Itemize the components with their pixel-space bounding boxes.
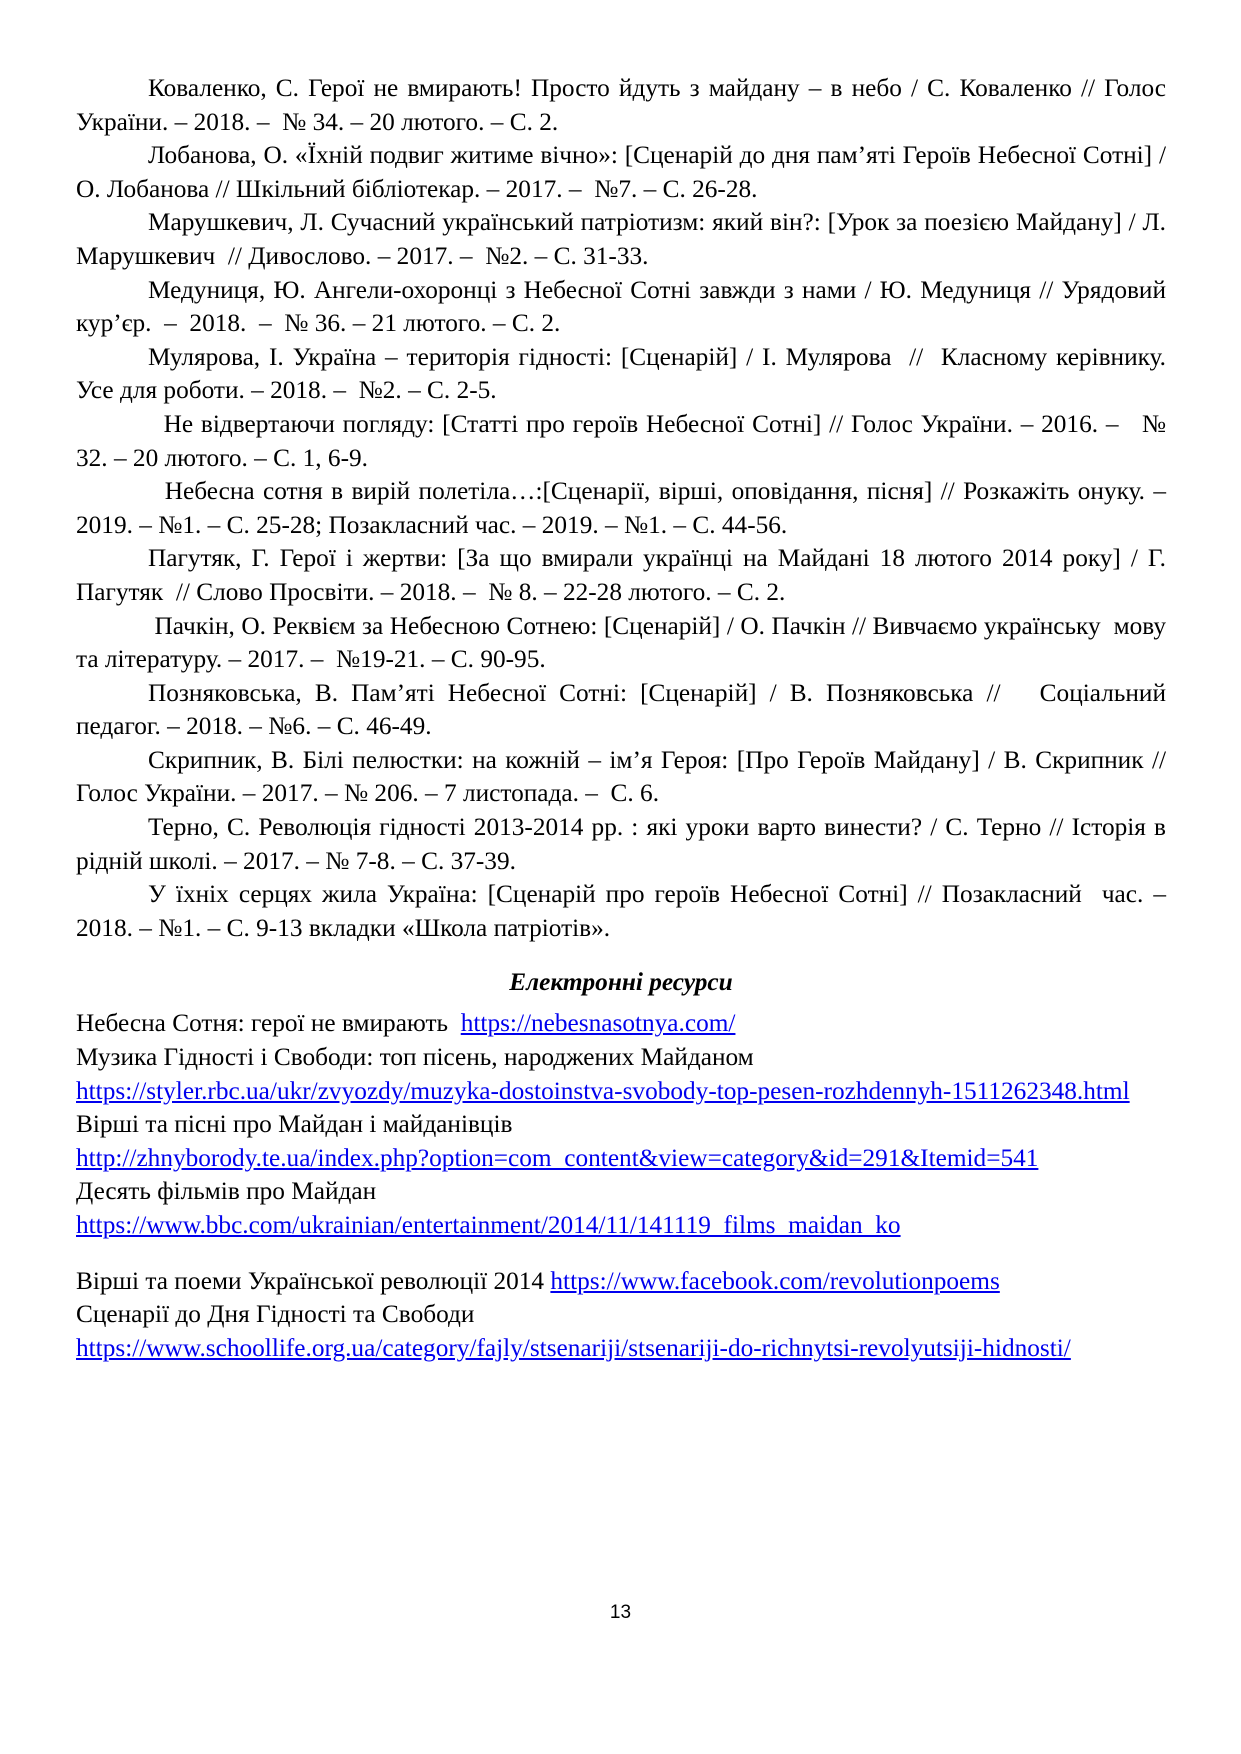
- spacer: [76, 1243, 1166, 1265]
- bib-entry: Терно, С. Революція гідності 2013-2014 рр. : які уроки варто винести? / С. Терно // Історія в рідній школі. – 2017. – № 7-8. – С. 37-39.: [76, 813, 1173, 875]
- bib-entry: Скрипник, В. Білі пелюстки: на кожній – ім’я Героя: [Про Героїв Майдану] / В. Скрипник // Голос України. – 2017. – № 206. – 7 листопада. – С. 6.: [76, 745, 1173, 808]
- resource-title: Небесна Сотня: герої не вмирають: [76, 1009, 461, 1038]
- page-number: 13: [609, 1602, 632, 1623]
- resource-item: [76, 1041, 1166, 1108]
- bib-entry: У їхніх серцях жила Україна: [Сценарій про героїв Небесної Сотні] // Позакласний час. – 2018. – №1. – С. 9-13 вкладки «Школа патріотів».: [76, 880, 1173, 942]
- bib-entry: Медуниця, Ю. Ангели-охоронці з Небесної Сотні завжди з нами / Ю. Медуниця // Урядовий кур’єр. – 2018. – № 36. – 21 лютого. – С. 2.: [76, 275, 1173, 338]
- resource-item: [76, 1175, 1166, 1242]
- bib-entry: Не відвертаючи погляду: [Статті про героїв Небесної Сотні] // Голос України. – 2016. – № 32. – 20 лютого. – С. 1, 6-9.: [76, 409, 1173, 472]
- resource-link[interactable]: https://www.facebook.com/revolutionpoems: [550, 1266, 1000, 1295]
- bibliography-list: [76, 72, 1173, 945]
- bib-entry: Пачкін, О. Реквієм за Небесною Сотнею: [Сценарій] / О. Пачкін // Вивчаємо українську мову та літературу. – 2017. – №19-21. – С. 90-95.: [76, 611, 1173, 674]
- section-heading: Електронні ресурси: [509, 968, 733, 997]
- bib-entry: Лобанова, О. «Їхній подвиг житиме вічно»: [Сценарій до дня пам’яті Героїв Небесної Сотні] / О. Лобанова // Шкільний бібліотекар. – 2017. – №7. – С. 26-28.: [76, 141, 1173, 203]
- bib-entry: Пагутяк, Г. Герої і жертви: [За що вмирали українці на Майдані 18 лютого 2014 року] / Г. Пагутяк // Слово Просвіти. – 2018. – № 8. – 22-28 лютого. – С. 2.: [76, 544, 1173, 606]
- bib-entry: Небесна сотня в вирій полетіла…:[Сценарії, вірші, оповідання, пісня] // Розкажіть онуку. – 2019. – №1. – С. 25-28; Позакласний час. – 2019. – №1. – С. 44-56.: [76, 477, 1173, 539]
- resource-item: [76, 1265, 1166, 1299]
- resource-title: Вірші та пісні про Майдан і майданівців: [76, 1110, 513, 1139]
- bib-entry: Марушкевич, Л. Сучасний український патріотизм: який він?: [Урок за поезією Майдану] / Л. Марушкевич // Дивослово. – 2017. – №2. – С. 31-33.: [76, 208, 1173, 270]
- resource-title: Десять фільмів про Майдан: [76, 1177, 377, 1206]
- resource-title: Сценарії до Дня Гідності та Свободи: [76, 1300, 475, 1329]
- resource-title: Музика Гідності і Свободи: топ пісень, народжених Майданом: [76, 1043, 754, 1072]
- resource-link[interactable]: http://zhnyborody.te.ua/index.php?option=com_content&view=category&id=291&Itemid=541: [76, 1143, 1039, 1172]
- resource-link[interactable]: https://www.schoollife.org.ua/category/fajly/stsenariji/stsenariji-do-richnytsi-revolyutsiji-hidnosti/: [76, 1333, 1071, 1362]
- resource-link[interactable]: https://nebesnasotnya.com/: [460, 1009, 736, 1038]
- resource-link[interactable]: https://styler.rbc.ua/ukr/zvyozdy/muzyka-dostoinstva-svobody-top-pesen-rozhdennyh-1511262348.html: [76, 1076, 1130, 1105]
- bib-entry: Коваленко, С. Герої не вмирають! Просто йдуть з майдану – в небо / С. Коваленко // Голос України. – 2018. – № 34. – 20 лютого. – С. 2.: [76, 74, 1173, 136]
- bib-entry: Позняковська, В. Пам’яті Небесної Сотні: [Сценарій] / В. Позняковська // Соціальний педагог. – 2018. – №6. – С. 46-49.: [76, 678, 1173, 741]
- document-page: [76, 72, 1173, 1365]
- resource-link[interactable]: https://www.bbc.com/ukrainian/entertainment/2014/11/141119_films_maidan_ko: [76, 1211, 901, 1239]
- resource-item: [76, 1108, 1166, 1175]
- resources-list: [76, 1007, 1166, 1365]
- resource-item: [76, 1298, 1166, 1365]
- resource-item: [76, 1007, 1166, 1041]
- resource-title: Вірші та поеми Української революції 2014: [76, 1266, 551, 1295]
- bib-entry: Мулярова, І. Україна – територія гідності: [Сценарій] / І. Мулярова // Класному керівнику. Усе для роботи. – 2018. – №2. – С. 2-5.: [76, 342, 1173, 405]
